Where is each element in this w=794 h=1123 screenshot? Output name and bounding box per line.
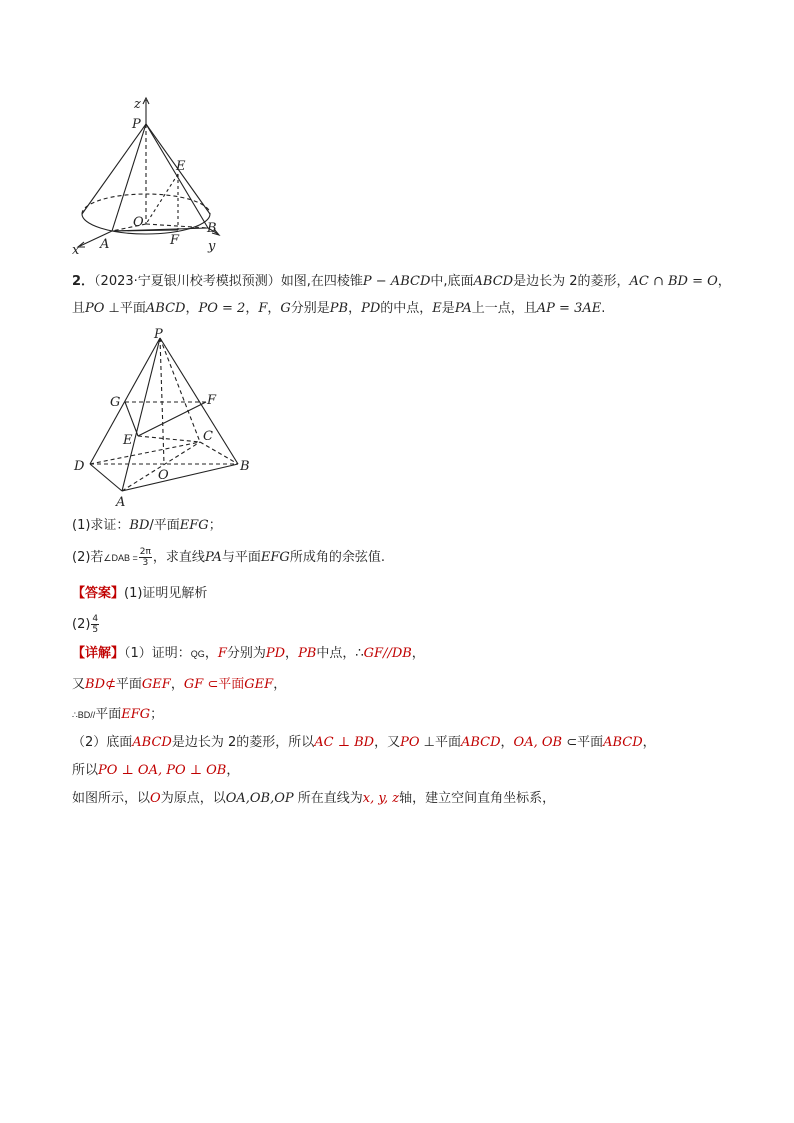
math: OA,OB,OP (225, 791, 294, 806)
math: OA, OB (513, 735, 563, 750)
segment-GE (125, 402, 138, 436)
math: PA (204, 550, 222, 565)
text: 所成角的余弦值. (289, 550, 385, 565)
math: PO ⊥ OA, PO ⊥ OB (98, 763, 227, 778)
math: AP = 3AE (536, 301, 602, 316)
text: 且 (72, 301, 86, 316)
text: (1)求证： (72, 518, 130, 533)
math: PA (454, 301, 472, 316)
math: E (432, 301, 442, 316)
text: 是边长为 2的菱形，所以 (171, 735, 315, 750)
pyramid-figure (64, 326, 264, 512)
fraction-4-5 (91, 614, 99, 635)
math: F (258, 301, 268, 316)
detail-line-4 (72, 734, 656, 752)
text: 轴，建立空间直角坐标系， (399, 791, 556, 806)
edge-PB (160, 338, 238, 464)
label-C: C (203, 429, 213, 444)
text: 是边长为 2的菱形， (513, 274, 630, 289)
text: 上一点，且 (471, 301, 537, 316)
text: ⊥平面 (104, 301, 146, 316)
problem-number: 2． (72, 274, 95, 289)
problem-source: （2023·宁夏银川校考模拟预测） (94, 274, 281, 289)
math: AC ∩ BD = O (629, 274, 718, 289)
math: F (217, 646, 227, 661)
answer-line-2 (72, 614, 100, 635)
problem-line-2 (72, 300, 605, 318)
text: ， (245, 301, 259, 316)
text: . (601, 301, 606, 316)
label-B: B (240, 459, 250, 474)
math: ⊂平面 (203, 677, 245, 692)
math: QG (190, 649, 205, 659)
text: ， (204, 646, 218, 661)
math: GF//DB (363, 646, 412, 661)
text: ； (150, 707, 164, 722)
math: EFG (179, 518, 209, 533)
text: ， (226, 763, 240, 778)
text: ， (185, 301, 199, 316)
edge-PC (160, 338, 200, 442)
numerator: 2π (139, 547, 151, 557)
math: BD (129, 518, 150, 533)
label-O: O (133, 215, 144, 230)
math: PB (329, 301, 349, 316)
math: PO (400, 735, 420, 750)
math: ∠DAB = (103, 553, 138, 563)
text: 平面 (115, 677, 142, 692)
text: 中点，∴ (316, 646, 364, 661)
fraction-2pi-3 (139, 547, 152, 568)
math: PB (298, 646, 317, 661)
text: 与平面 (221, 550, 261, 565)
label-x: x (72, 243, 80, 258)
edge-DA (90, 464, 122, 491)
label-y: y (208, 239, 216, 254)
text: ， (717, 274, 731, 289)
edge-AB (122, 464, 238, 491)
text: 为原点，以 (160, 791, 226, 806)
text: 又 (72, 677, 86, 692)
math: GF (183, 677, 204, 692)
math: PD (361, 301, 381, 316)
math: G (280, 301, 291, 316)
label-A: A (116, 495, 126, 510)
edge-CB (200, 442, 238, 464)
math: ABCD (473, 274, 514, 289)
text: ， (273, 677, 287, 692)
label-D: D (74, 459, 85, 474)
text: 中,底面 (430, 274, 474, 289)
text: ， (267, 301, 281, 316)
label-F: F (170, 233, 180, 248)
detail-line-2 (72, 676, 286, 694)
text: ， (642, 735, 656, 750)
detail-line-5 (72, 762, 239, 780)
text: ，求直线 (152, 550, 205, 565)
text: ， (348, 301, 362, 316)
denominator: 3 (142, 558, 149, 568)
label-B: B (207, 221, 217, 236)
math: GEF (141, 677, 171, 692)
text: /平面 (149, 518, 180, 533)
cone-figure (60, 88, 230, 258)
part2-line (72, 547, 385, 568)
label-P: P (154, 327, 163, 342)
text: ， (285, 646, 299, 661)
text: 所以 (72, 763, 99, 778)
math: ABCD (132, 735, 172, 750)
answer-line-1 (72, 585, 207, 603)
text: ⊥平面 (419, 735, 461, 750)
label-A: A (100, 237, 110, 252)
math: BD (85, 677, 105, 692)
math: EFG (121, 707, 151, 722)
text: 平面 (95, 707, 122, 722)
text: (2) (72, 617, 91, 632)
cone-left-edge (82, 124, 146, 214)
math: PO = 2 (198, 301, 246, 316)
label-G: G (110, 395, 121, 410)
text: 的中点， (380, 301, 433, 316)
text: (1)证明见解析 (124, 586, 208, 601)
math: GEF (244, 677, 274, 692)
text: 是 (441, 301, 455, 316)
denominator: 5 (92, 625, 99, 635)
text: ⊂平面 (562, 735, 604, 750)
detail-tag: 【详解】 (72, 646, 125, 661)
math: P − ABCD (362, 274, 431, 289)
text: （2）底面 (72, 735, 133, 750)
part1-line (72, 517, 222, 535)
numerator: 4 (92, 614, 99, 624)
math: x, y, z (362, 791, 400, 806)
label-z: z (134, 97, 141, 112)
math: PO (85, 301, 105, 316)
text: 如图所示，以 (72, 791, 151, 806)
math: EFG (260, 550, 290, 565)
segment-PO (160, 338, 164, 464)
text: （1）证明： (124, 646, 191, 661)
text: ， (170, 677, 184, 692)
math: ⊄ (105, 677, 116, 692)
label-F: F (207, 393, 217, 408)
text: (2)若 (72, 550, 104, 565)
text: ，又 (374, 735, 401, 750)
label-P: P (132, 117, 141, 132)
text: ∴ (72, 710, 78, 720)
answer-tag: 【答案】 (72, 586, 125, 601)
detail-line-3 (72, 706, 163, 724)
math: ABCD (460, 735, 501, 750)
text: 如图,在四棱锥 (280, 274, 363, 289)
text: 分别为 (226, 646, 266, 661)
math: O (150, 791, 161, 806)
text: ； (208, 518, 222, 533)
text: ， (500, 735, 514, 750)
math: AC ⊥ BD (314, 735, 375, 750)
detail-line-1 (72, 645, 425, 663)
text: ， (411, 646, 425, 661)
label-O: O (158, 468, 169, 483)
edge-PA (122, 338, 160, 491)
math: BD// (77, 710, 96, 720)
detail-line-6 (72, 790, 555, 808)
label-E: E (123, 433, 133, 448)
math: PD (265, 646, 286, 661)
problem-line-1 (72, 273, 731, 291)
label-E: E (176, 159, 186, 174)
math: ABCD (603, 735, 643, 750)
text: 所在直线为 (293, 791, 363, 806)
text: 分别是 (290, 301, 330, 316)
math: ABCD (145, 301, 186, 316)
